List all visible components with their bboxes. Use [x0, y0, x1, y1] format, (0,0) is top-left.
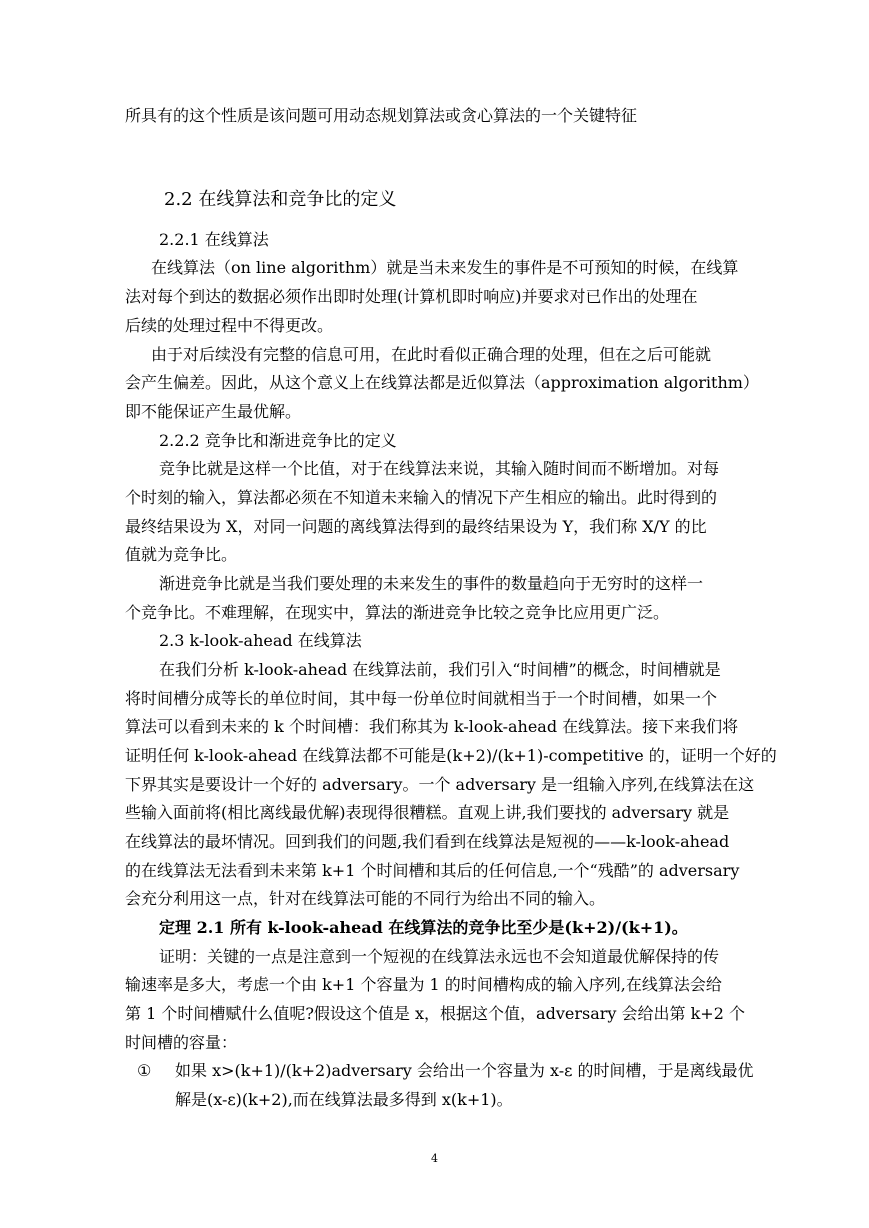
text-line: 证明任何 k-look-ahead 在线算法都不可能是(k+2)/(k+1)-competitive 的，证明一个好的 [125, 746, 777, 765]
text-line: 下界其实是要设计一个好的 adversary。一个 adversary 是一组输入序列,在线算法在这 [125, 775, 755, 794]
text-line: 些输入面前将(相比离线最优解)表现得很糟糕。直观上讲,我们要找的 adversary 就是 [125, 803, 730, 822]
text-line: 最终结果设为 X，对同一问题的离线算法得到的最终结果设为 Y，我们称 X/Y 的比 [125, 517, 707, 536]
text-line: 输速率是多大，考虑一个由 k+1 个容量为 1 的时间槽构成的输入序列,在线算法会给 [125, 975, 722, 994]
subsection-heading-2-2-2: 2.2.2 竞争比和渐进竞争比的定义 [159, 431, 397, 450]
text-line: 会充分利用这一点，针对在线算法可能的不同行为给出不同的输入。 [125, 889, 606, 908]
text-line: 个时刻的输入，算法都必须在不知道未来输入的情况下产生相应的输出。此时得到的 [125, 488, 718, 507]
text-line: 值就为竞争比。 [125, 545, 238, 564]
subsection-heading-2-2-1: 2.2.1 在线算法 [159, 230, 269, 249]
subsection-heading-2-3: 2.3 k-look-ahead 在线算法 [159, 631, 362, 650]
text-line: 所具有的这个性质是该问题可用动态规划算法或贪心算法的一个关键特征 [125, 106, 638, 125]
list-item-text: 如果 x>(k+1)/(k+2)adversary 会给出一个容量为 x-ε 的时间槽，于是离线最优 [175, 1061, 754, 1080]
text-line: 在线算法的最坏情况。回到我们的问题,我们看到在线算法是短视的——k-look-ahead [125, 832, 730, 851]
page-number: 4 [431, 1152, 438, 1165]
text-line: 即不能保证产生最优解。 [125, 402, 302, 421]
text-line: 个竞争比。不难理解，在现实中，算法的渐进竞争比较之竞争比应用更广泛。 [125, 603, 670, 622]
section-heading-2-2: 2.2 在线算法和竞争比的定义 [164, 189, 397, 210]
text-line: 由于对后续没有完整的信息可用，在此时看似正确合理的处理，但在之后可能就 [151, 345, 712, 364]
text-line: 在线算法（on line algorithm）就是当未来发生的事件是不可预知的时候，在线算 [151, 258, 739, 277]
text-line: 证明：关键的一点是注意到一个短视的在线算法永远也不会知道最优解保持的传 [159, 947, 720, 966]
text-line: 第 1 个时间槽赋什么值呢?假设这个值是 x，根据这个值，adversary 会给出第 k+2 个 [125, 1004, 745, 1023]
text-line: 的在线算法无法看到未来第 k+1 个时间槽和其后的任何信息,一个“残酷”的 adversary [125, 861, 740, 880]
list-item-text: 解是(x-ε)(k+2),而在线算法最多得到 x(k+1)。 [175, 1090, 513, 1109]
text-line: 算法可以看到未来的 k 个时间槽：我们称其为 k-look-ahead 在线算法。接下来我们将 [125, 717, 739, 736]
text-line: 渐进竞争比就是当我们要处理的未来发生的事件的数量趋向于无穷时的这样一 [159, 574, 704, 593]
text-line: 将时间槽分成等长的单位时间，其中每一份单位时间就相当于一个时间槽，如果一个 [125, 689, 718, 708]
text-line: 法对每个到达的数据必须作出即时处理(计算机即时响应)并要求对已作出的处理在 [125, 287, 698, 306]
text-line: 在我们分析 k-look-ahead 在线算法前，我们引入“时间槽”的概念，时间槽就是 [159, 660, 721, 679]
text-line: 时间槽的容量： [125, 1033, 238, 1052]
text-line: 会产生偏差。因此，从这个意义上在线算法都是近似算法（approximation algorithm） [125, 373, 759, 392]
theorem-statement: 定理 2.1 所有 k-look-ahead 在线算法的竞争比至少是(k+2)/(k+1)。 [159, 918, 688, 937]
text-line: 后续的处理过程中不得更改。 [125, 316, 334, 335]
text-line: 竞争比就是这样一个比值，对于在线算法来说，其输入随时间而不断增加。对每 [159, 459, 720, 478]
list-item-marker: ① [137, 1061, 152, 1080]
